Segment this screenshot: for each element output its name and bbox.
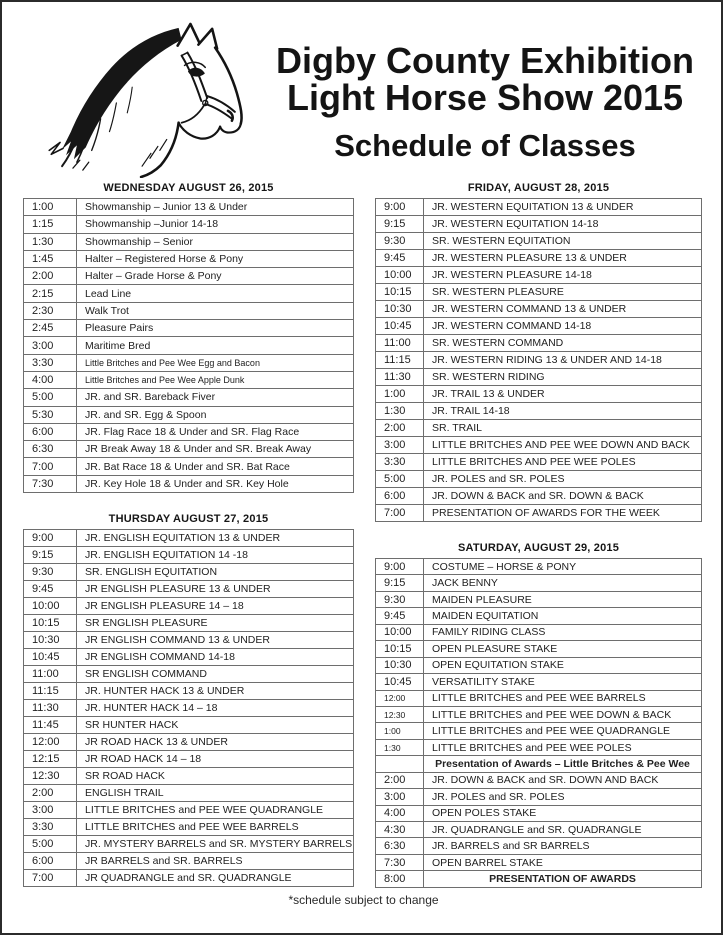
event-cell: Showmanship –Junior 14-18 <box>77 216 354 233</box>
time-cell: 7:00 <box>376 505 424 522</box>
schedule-row <box>376 301 702 318</box>
event-cell: JR. HUNTER HACK 13 & UNDER <box>77 683 354 700</box>
event-cell: JR ENGLISH COMMAND 13 & UNDER <box>77 632 354 649</box>
event-cell: OPEN BARREL STAKE <box>424 854 702 870</box>
schedule-row <box>24 581 354 598</box>
time-cell: 1:00 <box>24 199 77 216</box>
time-cell: 7:30 <box>24 475 77 492</box>
event-cell: Showmanship – Junior 13 & Under <box>77 199 354 216</box>
schedule-row <box>376 723 702 739</box>
event-cell: JR. WESTERN PLEASURE 14-18 <box>424 267 702 284</box>
time-cell: 10:00 <box>376 624 424 640</box>
event-cell: JR. Flag Race 18 & Under and SR. Flag Race <box>77 423 354 440</box>
event-cell: JR BARRELS and SR. BARRELS <box>77 853 354 870</box>
day-header-wednesday: WEDNESDAY AUGUST 26, 2015 <box>103 182 274 194</box>
event-cell: Halter – Registered Horse & Pony <box>77 250 354 267</box>
event-cell: Maritime Bred <box>77 337 354 354</box>
event-cell: JR. WESTERN PLEASURE 13 & UNDER <box>424 250 702 267</box>
schedule-row <box>24 371 354 388</box>
event-cell: JR. Bat Race 18 & Under and SR. Bat Race <box>77 458 354 475</box>
event-cell: SR. WESTERN COMMAND <box>424 335 702 352</box>
schedule-row <box>376 706 702 722</box>
schedule-row <box>24 819 354 836</box>
schedule-row <box>376 437 702 454</box>
event-cell: MAIDEN PLEASURE <box>424 591 702 607</box>
event-cell: COSTUME – HORSE & PONY <box>424 559 702 575</box>
time-cell: 9:00 <box>376 199 424 216</box>
time-cell: 7:00 <box>24 870 77 887</box>
schedule-table-thursday <box>23 529 354 887</box>
schedule-row <box>376 386 702 403</box>
event-cell: Pleasure Pairs <box>77 320 354 337</box>
schedule-row <box>376 352 702 369</box>
schedule-row <box>376 471 702 488</box>
time-cell: 6:30 <box>24 441 77 458</box>
schedule-row <box>376 854 702 870</box>
time-cell: 3:30 <box>24 819 77 836</box>
time-cell: 12:00 <box>376 690 424 706</box>
schedule-row <box>376 624 702 640</box>
event-cell: LITTLE BRITCHES and PEE WEE BARRELS <box>77 819 354 836</box>
time-cell: 12:30 <box>24 768 77 785</box>
time-cell: 10:00 <box>24 598 77 615</box>
event-cell: JR ENGLISH COMMAND 14-18 <box>77 649 354 666</box>
time-cell: 3:30 <box>24 354 77 371</box>
event-cell: SR. WESTERN RIDING <box>424 369 702 386</box>
event-cell: JR. Key Hole 18 & Under and SR. Key Hole <box>77 475 354 492</box>
time-cell: 10:30 <box>24 632 77 649</box>
time-cell: 10:45 <box>376 318 424 335</box>
event-cell: JR Break Away 18 & Under and SR. Break Away <box>77 441 354 458</box>
time-cell: 3:00 <box>376 437 424 454</box>
schedule-row <box>24 870 354 887</box>
time-cell: 10:15 <box>376 284 424 301</box>
event-cell: OPEN POLES STAKE <box>424 805 702 821</box>
day-header-thursday: THURSDAY AUGUST 27, 2015 <box>108 513 269 525</box>
schedule-row <box>24 458 354 475</box>
event-cell: SR. WESTERN PLEASURE <box>424 284 702 301</box>
event-cell: Presentation of Awards – Little Britches & Pee Wee <box>424 756 702 772</box>
schedule-row <box>24 199 354 216</box>
day-header-friday: FRIDAY, AUGUST 28, 2015 <box>467 182 610 194</box>
event-cell: JR. WESTERN COMMAND 13 & UNDER <box>424 301 702 318</box>
schedule-row <box>24 216 354 233</box>
time-cell: 6:00 <box>376 488 424 505</box>
time-cell: 1:30 <box>24 233 77 250</box>
schedule-row <box>24 649 354 666</box>
event-cell: JR. TRAIL 13 & UNDER <box>424 386 702 403</box>
event-cell: ENGLISH TRAIL <box>77 785 354 802</box>
schedule-row <box>24 302 354 319</box>
time-cell: 10:45 <box>376 674 424 690</box>
time-cell: 11:45 <box>24 717 77 734</box>
time-cell: 7:00 <box>24 458 77 475</box>
event-cell: JR. MYSTERY BARRELS and SR. MYSTERY BARRELS <box>77 836 354 853</box>
time-cell: 1:15 <box>24 216 77 233</box>
time-cell: 9:30 <box>376 233 424 250</box>
time-cell: 9:30 <box>376 591 424 607</box>
schedule-row <box>24 337 354 354</box>
event-cell: JR. POLES and SR. POLES <box>424 471 702 488</box>
time-cell: 5:30 <box>24 406 77 423</box>
time-cell: 11:15 <box>24 683 77 700</box>
time-cell: 3:00 <box>24 802 77 819</box>
schedule-table-saturday <box>375 558 702 888</box>
schedule-row <box>376 789 702 805</box>
event-cell: JR. WESTERN EQUITATION 13 & UNDER <box>424 199 702 216</box>
time-cell: 1:30 <box>376 403 424 420</box>
time-cell: 10:45 <box>24 649 77 666</box>
time-cell: 2:45 <box>24 320 77 337</box>
event-cell: LITTLE BRITCHES and PEE WEE QUADRANGLE <box>424 723 702 739</box>
time-cell: 11:00 <box>376 335 424 352</box>
schedule-row <box>24 683 354 700</box>
event-cell: SR. ENGLISH EQUITATION <box>77 564 354 581</box>
day-header-saturday: SATURDAY, AUGUST 29, 2015 <box>457 542 620 554</box>
event-cell: MAIDEN EQUITATION <box>424 608 702 624</box>
time-cell: 10:30 <box>376 301 424 318</box>
event-cell: PRESENTATION OF AWARDS FOR THE WEEK <box>424 505 702 522</box>
event-cell: JR QUADRANGLE and SR. QUADRANGLE <box>77 870 354 887</box>
time-cell: 12:30 <box>376 706 424 722</box>
schedule-row <box>376 657 702 673</box>
schedule-row <box>376 756 702 772</box>
schedule-row <box>376 838 702 854</box>
time-cell: 12:00 <box>24 734 77 751</box>
time-cell: 1:45 <box>24 250 77 267</box>
event-cell: JR. WESTERN EQUITATION 14-18 <box>424 216 702 233</box>
event-cell: LITTLE BRITCHES and PEE WEE DOWN & BACK <box>424 706 702 722</box>
schedule-row <box>376 608 702 624</box>
time-cell: 2:00 <box>376 420 424 437</box>
schedule-row <box>24 547 354 564</box>
time-cell: 6:00 <box>24 853 77 870</box>
schedule-row <box>24 768 354 785</box>
schedule-row <box>376 403 702 420</box>
event-cell: Little Britches and Pee Wee Egg and Bacon <box>77 354 354 371</box>
event-cell: OPEN PLEASURE STAKE <box>424 641 702 657</box>
time-cell: 10:15 <box>24 615 77 632</box>
event-cell: SR ENGLISH PLEASURE <box>77 615 354 632</box>
time-cell: 9:45 <box>376 608 424 624</box>
event-cell: JR. QUADRANGLE and SR. QUADRANGLE <box>424 822 702 838</box>
event-cell: SR ENGLISH COMMAND <box>77 666 354 683</box>
schedule-row <box>24 700 354 717</box>
event-cell: SR ROAD HACK <box>77 768 354 785</box>
event-cell: JR ROAD HACK 14 – 18 <box>77 751 354 768</box>
schedule-row <box>376 591 702 607</box>
event-cell: JR. TRAIL 14-18 <box>424 403 702 420</box>
event-cell: SR. TRAIL <box>424 420 702 437</box>
schedule-row <box>24 836 354 853</box>
event-cell: JR. WESTERN COMMAND 14-18 <box>424 318 702 335</box>
event-cell: Showmanship – Senior <box>77 233 354 250</box>
horse-head-icon <box>32 20 262 178</box>
schedule-footnote: *schedule subject to change <box>288 893 439 907</box>
event-cell: LITTLE BRITCHES and PEE WEE POLES <box>424 739 702 755</box>
schedule-row <box>376 641 702 657</box>
schedule-row <box>376 318 702 335</box>
page-title-line1: Digby County Exhibition <box>276 40 694 81</box>
schedule-row <box>376 233 702 250</box>
time-cell: 2:30 <box>24 302 77 319</box>
event-cell: SR. WESTERN EQUITATION <box>424 233 702 250</box>
time-cell: 10:15 <box>376 641 424 657</box>
schedule-row <box>376 739 702 755</box>
time-cell: 5:00 <box>24 836 77 853</box>
time-cell: 5:00 <box>24 389 77 406</box>
event-cell: OPEN EQUITATION STAKE <box>424 657 702 673</box>
schedule-row <box>376 250 702 267</box>
schedule-row <box>376 284 702 301</box>
time-cell: 4:30 <box>376 822 424 838</box>
schedule-row <box>376 267 702 284</box>
time-cell: 3:30 <box>376 454 424 471</box>
time-cell: 7:30 <box>376 854 424 870</box>
event-cell: JR. ENGLISH EQUITATION 14 -18 <box>77 547 354 564</box>
page-title-line2: Light Horse Show 2015 <box>286 77 684 118</box>
schedule-row <box>376 674 702 690</box>
event-cell: JR. DOWN & BACK and SR. DOWN AND BACK <box>424 772 702 788</box>
time-cell: 3:00 <box>376 789 424 805</box>
time-cell: 10:30 <box>376 657 424 673</box>
event-cell: VERSATILITY STAKE <box>424 674 702 690</box>
time-cell: 9:15 <box>376 575 424 591</box>
time-cell: 2:00 <box>24 785 77 802</box>
schedule-row <box>376 488 702 505</box>
schedule-row <box>376 369 702 386</box>
event-cell: JR ROAD HACK 13 & UNDER <box>77 734 354 751</box>
time-cell: 1:00 <box>376 386 424 403</box>
event-cell: JR. POLES and SR. POLES <box>424 789 702 805</box>
time-cell: 9:00 <box>376 559 424 575</box>
schedule-row <box>24 751 354 768</box>
time-cell: 2:00 <box>24 268 77 285</box>
event-cell: JR. WESTERN RIDING 13 & UNDER AND 14-18 <box>424 352 702 369</box>
time-cell: 1:30 <box>376 739 424 755</box>
time-cell: 4:00 <box>24 371 77 388</box>
time-cell: 1:00 <box>376 723 424 739</box>
time-cell: 9:00 <box>24 530 77 547</box>
schedule-row <box>24 666 354 683</box>
time-cell: 9:15 <box>376 216 424 233</box>
schedule-row <box>24 354 354 371</box>
time-cell: 9:30 <box>24 564 77 581</box>
schedule-row <box>24 564 354 581</box>
event-cell: Little Britches and Pee Wee Apple Dunk <box>77 371 354 388</box>
schedule-table-wednesday <box>23 198 354 493</box>
schedule-row <box>24 853 354 870</box>
event-cell: LITTLE BRITCHES AND PEE WEE POLES <box>424 454 702 471</box>
schedule-row <box>376 690 702 706</box>
time-cell: 6:00 <box>24 423 77 440</box>
schedule-row <box>376 199 702 216</box>
schedule-row <box>24 441 354 458</box>
event-cell: LITTLE BRITCHES and PEE WEE QUADRANGLE <box>77 802 354 819</box>
event-cell: JR. and SR. Egg & Spoon <box>77 406 354 423</box>
event-cell: LITTLE BRITCHES and PEE WEE BARRELS <box>424 690 702 706</box>
schedule-row <box>24 285 354 302</box>
schedule-row <box>376 822 702 838</box>
schedule-row <box>24 632 354 649</box>
event-cell: JR. DOWN & BACK and SR. DOWN & BACK <box>424 488 702 505</box>
time-cell: 11:30 <box>24 700 77 717</box>
time-cell <box>376 756 424 772</box>
schedule-row <box>24 233 354 250</box>
event-cell: JR. ENGLISH EQUITATION 13 & UNDER <box>77 530 354 547</box>
event-cell: JR ENGLISH PLEASURE 13 & UNDER <box>77 581 354 598</box>
time-cell: 3:00 <box>24 337 77 354</box>
schedule-row <box>24 389 354 406</box>
schedule-table-friday <box>375 198 702 522</box>
event-cell: Lead Line <box>77 285 354 302</box>
event-cell: LITTLE BRITCHES AND PEE WEE DOWN AND BACK <box>424 437 702 454</box>
time-cell: 5:00 <box>376 471 424 488</box>
time-cell: 12:15 <box>24 751 77 768</box>
schedule-row <box>24 268 354 285</box>
time-cell: 6:30 <box>376 838 424 854</box>
event-cell: PRESENTATION OF AWARDS <box>424 871 702 887</box>
time-cell: 2:00 <box>376 772 424 788</box>
schedule-row <box>376 420 702 437</box>
schedule-row <box>24 802 354 819</box>
schedule-row <box>24 615 354 632</box>
time-cell: 11:15 <box>376 352 424 369</box>
schedule-row <box>24 785 354 802</box>
schedule-row <box>24 320 354 337</box>
schedule-block-friday <box>375 182 702 522</box>
time-cell: 8:00 <box>376 871 424 887</box>
schedule-row <box>24 734 354 751</box>
time-cell: 9:45 <box>376 250 424 267</box>
schedule-row <box>376 871 702 887</box>
schedule-row <box>376 772 702 788</box>
schedule-row <box>376 805 702 821</box>
schedule-row <box>24 598 354 615</box>
page-header <box>254 42 716 162</box>
schedule-row <box>376 216 702 233</box>
event-cell: JR ENGLISH PLEASURE 14 – 18 <box>77 598 354 615</box>
event-cell: JR. and SR. Bareback Fiver <box>77 389 354 406</box>
time-cell: 9:15 <box>24 547 77 564</box>
schedule-row <box>24 717 354 734</box>
event-cell: JACK BENNY <box>424 575 702 591</box>
event-cell: FAMILY RIDING CLASS <box>424 624 702 640</box>
schedule-row <box>376 335 702 352</box>
schedule-row <box>24 530 354 547</box>
schedule-row <box>376 454 702 471</box>
schedule-row <box>24 250 354 267</box>
time-cell: 11:00 <box>24 666 77 683</box>
page-subtitle: Schedule of Classes <box>334 128 636 163</box>
schedule-row <box>376 559 702 575</box>
event-cell: Halter – Grade Horse & Pony <box>77 268 354 285</box>
schedule-row <box>24 475 354 492</box>
time-cell: 11:30 <box>376 369 424 386</box>
schedule-block-saturday <box>375 542 702 888</box>
time-cell: 9:45 <box>24 581 77 598</box>
schedule-row <box>24 423 354 440</box>
schedule-block-wednesday <box>23 182 354 493</box>
schedule-row <box>24 406 354 423</box>
event-cell: JR. HUNTER HACK 14 – 18 <box>77 700 354 717</box>
time-cell: 10:00 <box>376 267 424 284</box>
event-cell: SR HUNTER HACK <box>77 717 354 734</box>
event-cell: Walk Trot <box>77 302 354 319</box>
schedule-row <box>376 575 702 591</box>
time-cell: 2:15 <box>24 285 77 302</box>
schedule-block-thursday <box>23 513 354 887</box>
time-cell: 4:00 <box>376 805 424 821</box>
event-cell: JR. BARRELS and SR BARRELS <box>424 838 702 854</box>
schedule-row <box>376 505 702 522</box>
